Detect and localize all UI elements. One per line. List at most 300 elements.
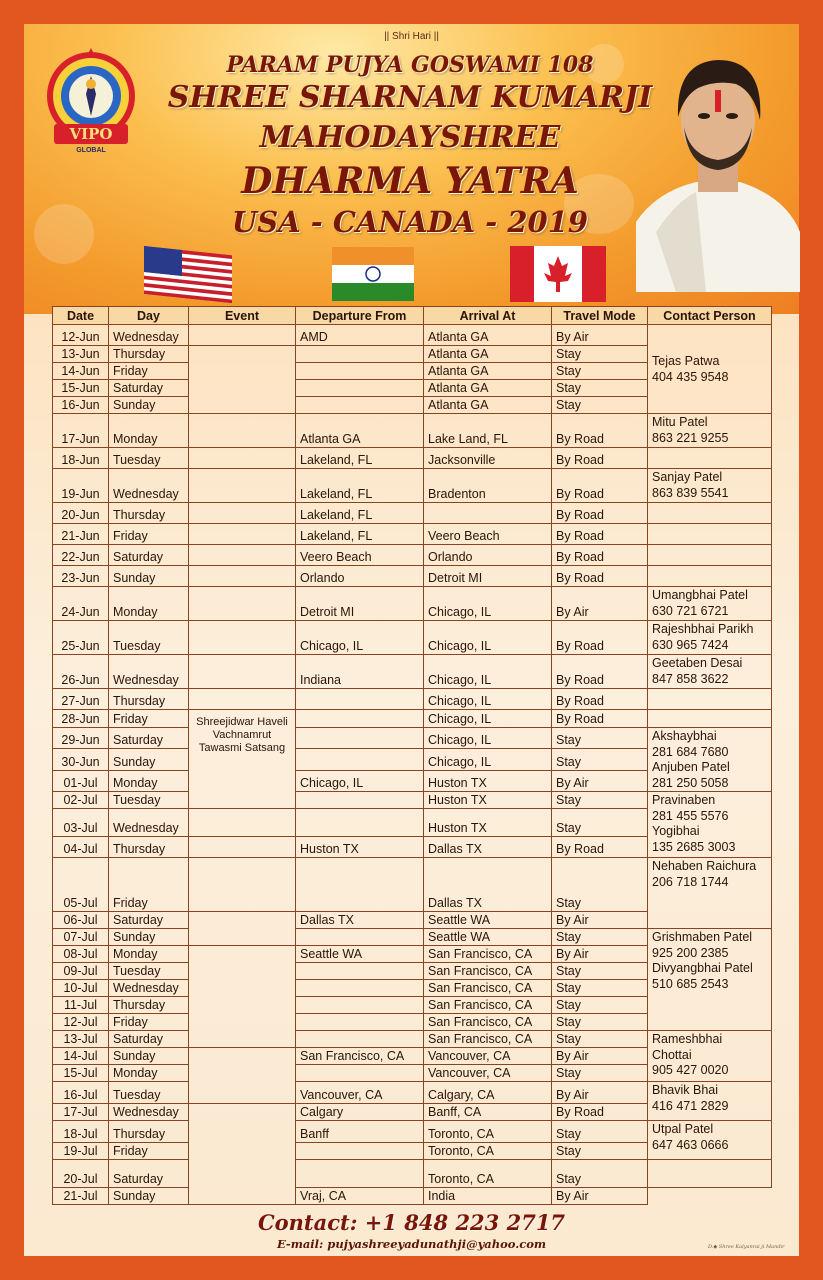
contact-cell xyxy=(648,524,772,545)
event-cell xyxy=(189,524,296,545)
table-row xyxy=(53,503,772,524)
arrival-cell: Chicago, IL xyxy=(424,587,552,621)
date-cell: 08-Jul xyxy=(53,946,109,963)
arrival-cell: Lake Land, FL xyxy=(424,414,552,448)
departure-cell xyxy=(296,792,424,809)
contact-cell xyxy=(648,655,772,689)
arrival-cell: Orlando xyxy=(424,545,552,566)
contact-line: 863 839 5541 xyxy=(652,485,729,500)
event-cell xyxy=(189,469,296,503)
table-row xyxy=(53,587,772,621)
date-cell: 12-Jul xyxy=(53,1014,109,1031)
contact-line: Divyangbhai Patel xyxy=(652,961,753,975)
travel-mode-cell: By Road xyxy=(552,1104,648,1121)
date-cell: 03-Jul xyxy=(53,809,109,837)
date-cell: 01-Jul xyxy=(53,770,109,791)
contact-line: Yogibhai xyxy=(652,824,700,838)
column-header-date: Date xyxy=(53,307,109,325)
travel-mode-cell: By Road xyxy=(552,655,648,689)
day-cell: Tuesday xyxy=(109,792,189,809)
day-cell: Saturday xyxy=(109,1031,189,1048)
travel-mode-cell: Stay xyxy=(552,363,648,380)
date-cell: 24-Jun xyxy=(53,587,109,621)
event-cell xyxy=(189,448,296,469)
column-header-event: Event xyxy=(189,307,296,325)
table-row xyxy=(53,1160,772,1188)
arrival-cell: Dallas TX xyxy=(424,858,552,912)
arrival-cell: Atlanta GA xyxy=(424,363,552,380)
column-header-contact: Contact Person xyxy=(648,307,772,325)
departure-cell xyxy=(296,980,424,997)
day-cell: Friday xyxy=(109,1143,189,1160)
table-header-row xyxy=(53,307,772,325)
travel-mode-cell: Stay xyxy=(552,1031,648,1048)
travel-mode-cell: Stay xyxy=(552,997,648,1014)
date-cell: 14-Jul xyxy=(53,1048,109,1065)
travel-mode-cell: Stay xyxy=(552,1143,648,1160)
travel-mode-cell: By Road xyxy=(552,545,648,566)
travel-mode-cell: By Air xyxy=(552,587,648,621)
contact-line: 905 427 0020 xyxy=(652,1063,729,1077)
arrival-cell: Chicago, IL xyxy=(424,749,552,770)
date-cell: 27-Jun xyxy=(53,689,109,710)
usa-flag-icon xyxy=(144,246,232,304)
title-line-4: DHARMA YATRA xyxy=(241,160,579,202)
column-header-travel-mode: Travel Mode xyxy=(552,307,648,325)
date-cell: 26-Jun xyxy=(53,655,109,689)
travel-mode-cell: By Road xyxy=(552,448,648,469)
arrival-cell: Atlanta GA xyxy=(424,397,552,414)
day-cell: Tuesday xyxy=(109,963,189,980)
travel-mode-cell: Stay xyxy=(552,1014,648,1031)
day-cell: Thursday xyxy=(109,346,189,363)
footer-contact-phone: Contact: +1 848 223 2717 xyxy=(257,1210,566,1235)
table-row xyxy=(53,545,772,566)
contact-cell xyxy=(648,545,772,566)
logo-subtext: GLOBAL xyxy=(76,147,106,154)
arrival-cell: Vancouver, CA xyxy=(424,1048,552,1065)
date-cell: 15-Jun xyxy=(53,380,109,397)
departure-cell xyxy=(296,963,424,980)
event-cell xyxy=(189,325,296,346)
departure-cell xyxy=(296,1014,424,1031)
travel-mode-cell: By Air xyxy=(552,770,648,791)
event-cell xyxy=(189,346,296,414)
contact-cell xyxy=(648,728,772,792)
event-cell xyxy=(189,566,296,587)
day-cell: Tuesday xyxy=(109,621,189,655)
event-cell xyxy=(189,946,296,1048)
event-cell xyxy=(189,858,296,912)
day-cell: Sunday xyxy=(109,397,189,414)
contact-line: Sanjay Patel xyxy=(652,470,723,484)
contact-line: Pravinaben xyxy=(652,793,716,807)
contact-line: Rajeshbhai Parikh xyxy=(652,622,754,636)
contact-cell xyxy=(648,325,772,414)
day-cell: Thursday xyxy=(109,689,189,710)
table-row xyxy=(53,689,772,710)
logo-text: VIPO xyxy=(69,125,113,143)
day-cell: Friday xyxy=(109,363,189,380)
day-cell: Wednesday xyxy=(109,1104,189,1121)
contact-cell xyxy=(648,1082,772,1121)
contact-cell xyxy=(648,469,772,503)
table-row xyxy=(53,469,772,503)
contact-cell xyxy=(648,414,772,448)
date-cell: 15-Jul xyxy=(53,1065,109,1082)
contact-cell xyxy=(648,587,772,621)
invocation-text: || Shri Hari || xyxy=(384,31,439,42)
departure-cell xyxy=(296,346,424,363)
event-cell xyxy=(189,689,296,710)
date-cell: 21-Jun xyxy=(53,524,109,545)
day-cell: Sunday xyxy=(109,1048,189,1065)
day-cell: Wednesday xyxy=(109,325,189,346)
contact-line: 510 685 2543 xyxy=(652,976,729,991)
day-cell: Wednesday xyxy=(109,655,189,689)
date-cell: 09-Jul xyxy=(53,963,109,980)
event-cell xyxy=(189,912,296,946)
day-cell: Sunday xyxy=(109,566,189,587)
departure-cell xyxy=(296,728,424,749)
event-cell: Shreejidwar Haveli Vachnamrut Tawasmi Satsang xyxy=(189,710,296,809)
canada-flag-icon xyxy=(510,246,606,302)
table-row xyxy=(53,655,772,689)
contact-cell xyxy=(648,566,772,587)
event-cell xyxy=(189,837,296,858)
departure-cell: Banff xyxy=(296,1121,424,1143)
arrival-cell: Seattle WA xyxy=(424,929,552,946)
contact-cell xyxy=(648,1121,772,1160)
arrival-cell: Huston TX xyxy=(424,770,552,791)
departure-cell: Lakeland, FL xyxy=(296,524,424,545)
arrival-cell: San Francisco, CA xyxy=(424,980,552,997)
departure-cell xyxy=(296,710,424,728)
arrival-cell: Chicago, IL xyxy=(424,621,552,655)
departure-cell xyxy=(296,858,424,912)
travel-mode-cell: Stay xyxy=(552,1121,648,1143)
travel-mode-cell: Stay xyxy=(552,346,648,363)
arrival-cell: Seattle WA xyxy=(424,912,552,929)
table-row xyxy=(53,1082,772,1104)
travel-mode-cell: Stay xyxy=(552,1160,648,1188)
day-cell: Monday xyxy=(109,946,189,963)
date-cell: 10-Jul xyxy=(53,980,109,997)
table-row xyxy=(53,1031,772,1048)
departure-cell xyxy=(296,689,424,710)
date-cell: 16-Jun xyxy=(53,397,109,414)
arrival-cell: Huston TX xyxy=(424,792,552,809)
contact-cell xyxy=(648,929,772,1031)
travel-mode-cell: Stay xyxy=(552,980,648,997)
column-header-departure: Departure From xyxy=(296,307,424,325)
travel-mode-cell: Stay xyxy=(552,749,648,770)
date-cell: 22-Jun xyxy=(53,545,109,566)
date-cell: 14-Jun xyxy=(53,363,109,380)
departure-cell: Seattle WA xyxy=(296,946,424,963)
contact-line: 135 2685 3003 xyxy=(652,839,736,854)
day-cell: Monday xyxy=(109,414,189,448)
travel-mode-cell: By Road xyxy=(552,524,648,545)
travel-mode-cell: By Road xyxy=(552,837,648,858)
footer-email: E-mail: pujyashreeyadunathji@yahoo.com xyxy=(276,1237,547,1251)
travel-mode-cell: Stay xyxy=(552,792,648,809)
designer-credit: D.◆ Shree Kalyanrai ji Mandir xyxy=(708,1244,785,1250)
arrival-cell: Toronto, CA xyxy=(424,1121,552,1143)
day-cell: Saturday xyxy=(109,380,189,397)
departure-cell: Lakeland, FL xyxy=(296,503,424,524)
day-cell: Thursday xyxy=(109,837,189,858)
travel-mode-cell: Stay xyxy=(552,929,648,946)
day-cell: Saturday xyxy=(109,728,189,749)
column-header-day: Day xyxy=(109,307,189,325)
arrival-cell: India xyxy=(424,1188,552,1205)
day-cell: Sunday xyxy=(109,1188,189,1205)
departure-cell: Orlando xyxy=(296,566,424,587)
portrait-photo xyxy=(636,32,800,292)
contact-cell xyxy=(648,710,772,728)
arrival-cell: Toronto, CA xyxy=(424,1143,552,1160)
day-cell: Thursday xyxy=(109,1121,189,1143)
date-cell: 04-Jul xyxy=(53,837,109,858)
departure-cell: Indiana xyxy=(296,655,424,689)
departure-cell xyxy=(296,997,424,1014)
contact-cell xyxy=(648,448,772,469)
arrival-cell: Jacksonville xyxy=(424,448,552,469)
contact-line: 206 718 1744 xyxy=(652,874,729,889)
day-cell: Saturday xyxy=(109,1160,189,1188)
day-cell: Sunday xyxy=(109,749,189,770)
date-cell: 11-Jul xyxy=(53,997,109,1014)
title-line-3: MAHODAYSHREE xyxy=(259,120,561,155)
travel-mode-cell: By Road xyxy=(552,469,648,503)
arrival-cell: Chicago, IL xyxy=(424,728,552,749)
contact-line: 281 250 5058 xyxy=(652,775,729,790)
date-cell: 29-Jun xyxy=(53,728,109,749)
departure-cell: Detroit MI xyxy=(296,587,424,621)
departure-cell xyxy=(296,929,424,946)
departure-cell: Calgary xyxy=(296,1104,424,1121)
day-cell: Friday xyxy=(109,710,189,728)
travel-mode-cell: By Air xyxy=(552,946,648,963)
table-row xyxy=(53,1121,772,1143)
travel-mode-cell: Stay xyxy=(552,963,648,980)
table-row xyxy=(53,728,772,749)
day-cell: Friday xyxy=(109,1014,189,1031)
travel-mode-cell: Stay xyxy=(552,1065,648,1082)
arrival-cell: Atlanta GA xyxy=(424,346,552,363)
travel-mode-cell: By Road xyxy=(552,689,648,710)
day-cell: Wednesday xyxy=(109,980,189,997)
departure-cell: Vancouver, CA xyxy=(296,1082,424,1104)
day-cell: Thursday xyxy=(109,503,189,524)
date-cell: 19-Jul xyxy=(53,1143,109,1160)
contact-line: 925 200 2385 xyxy=(652,945,729,960)
day-cell: Saturday xyxy=(109,912,189,929)
date-cell: 25-Jun xyxy=(53,621,109,655)
departure-cell: Veero Beach xyxy=(296,545,424,566)
arrival-cell: Atlanta GA xyxy=(424,325,552,346)
arrival-cell: San Francisco, CA xyxy=(424,946,552,963)
date-cell: 21-Jul xyxy=(53,1188,109,1205)
contact-line: Bhavik Bhai xyxy=(652,1083,719,1097)
day-cell: Friday xyxy=(109,524,189,545)
event-cell xyxy=(189,1104,296,1205)
arrival-cell: San Francisco, CA xyxy=(424,1031,552,1048)
event-cell xyxy=(189,1048,296,1104)
day-cell: Monday xyxy=(109,1065,189,1082)
date-cell: 17-Jun xyxy=(53,414,109,448)
contact-cell xyxy=(648,1031,772,1082)
contact-line: 630 721 6721 xyxy=(652,603,729,618)
arrival-cell: San Francisco, CA xyxy=(424,1014,552,1031)
table-row xyxy=(53,524,772,545)
travel-mode-cell: By Air xyxy=(552,1188,648,1205)
day-cell: Thursday xyxy=(109,997,189,1014)
day-cell: Monday xyxy=(109,587,189,621)
contact-line: 281 455 5576 xyxy=(652,808,729,823)
arrival-cell: Huston TX xyxy=(424,809,552,837)
contact-cell xyxy=(648,689,772,710)
contact-line: Umangbhai Patel xyxy=(652,588,748,602)
event-cell xyxy=(189,414,296,448)
day-cell: Tuesday xyxy=(109,448,189,469)
contact-line: Mitu Patel xyxy=(652,415,708,429)
date-cell: 12-Jun xyxy=(53,325,109,346)
arrival-cell: Vancouver, CA xyxy=(424,1065,552,1082)
departure-cell: AMD xyxy=(296,325,424,346)
departure-cell xyxy=(296,1031,424,1048)
travel-mode-cell: Stay xyxy=(552,728,648,749)
travel-mode-cell: By Air xyxy=(552,1048,648,1065)
contact-line: Anjuben Patel xyxy=(652,760,730,774)
date-cell: 23-Jun xyxy=(53,566,109,587)
travel-mode-cell: By Air xyxy=(552,1082,648,1104)
arrival-cell: Atlanta GA xyxy=(424,380,552,397)
travel-mode-cell: By Road xyxy=(552,621,648,655)
contact-cell xyxy=(648,1160,772,1188)
travel-mode-cell: By Air xyxy=(552,912,648,929)
travel-mode-cell: By Road xyxy=(552,414,648,448)
departure-cell xyxy=(296,363,424,380)
date-cell: 02-Jul xyxy=(53,792,109,809)
departure-cell: Chicago, IL xyxy=(296,770,424,791)
table-row xyxy=(53,792,772,809)
table-row xyxy=(53,621,772,655)
day-cell: Wednesday xyxy=(109,809,189,837)
day-cell: Monday xyxy=(109,770,189,791)
travel-mode-cell: By Road xyxy=(552,710,648,728)
table-row xyxy=(53,414,772,448)
title-line-2: SHREE SHARNAM KUMARJI xyxy=(167,80,653,115)
date-cell: 20-Jun xyxy=(53,503,109,524)
event-cell xyxy=(189,503,296,524)
day-cell: Saturday xyxy=(109,545,189,566)
event-cell xyxy=(189,587,296,621)
column-header-arrival: Arrival At xyxy=(424,307,552,325)
contact-line: 863 221 9255 xyxy=(652,430,729,445)
travel-mode-cell: By Road xyxy=(552,566,648,587)
arrival-cell: San Francisco, CA xyxy=(424,997,552,1014)
departure-cell xyxy=(296,380,424,397)
title-line-5: USA - CANADA - 2019 xyxy=(231,205,589,239)
departure-cell xyxy=(296,1160,424,1188)
contact-cell xyxy=(648,503,772,524)
date-cell: 18-Jun xyxy=(53,448,109,469)
arrival-cell: Chicago, IL xyxy=(424,689,552,710)
date-cell: 05-Jul xyxy=(53,858,109,912)
arrival-cell: Detroit MI xyxy=(424,566,552,587)
table-row xyxy=(53,566,772,587)
arrival-cell: Calgary, CA xyxy=(424,1082,552,1104)
day-cell: Tuesday xyxy=(109,1082,189,1104)
arrival-cell: Banff, CA xyxy=(424,1104,552,1121)
contact-line: Rameshbhai xyxy=(652,1032,723,1046)
arrival-cell xyxy=(424,503,552,524)
date-cell: 18-Jul xyxy=(53,1121,109,1143)
departure-cell: Lakeland, FL xyxy=(296,448,424,469)
contact-line: 281 684 7680 xyxy=(652,744,729,759)
departure-cell: Lakeland, FL xyxy=(296,469,424,503)
contact-cell xyxy=(648,792,772,858)
departure-cell xyxy=(296,1143,424,1160)
contact-cell xyxy=(648,621,772,655)
departure-cell: Chicago, IL xyxy=(296,621,424,655)
arrival-cell: San Francisco, CA xyxy=(424,963,552,980)
contact-line: 416 471 2829 xyxy=(652,1098,729,1113)
contact-line: Grishmaben Patel xyxy=(652,930,753,944)
date-cell: 16-Jul xyxy=(53,1082,109,1104)
day-cell: Friday xyxy=(109,858,189,912)
table-row xyxy=(53,858,772,912)
travel-mode-cell: Stay xyxy=(552,380,648,397)
contact-line: 404 435 9548 xyxy=(652,369,729,384)
title-line-1: PARAM PUJYA GOSWAMI 108 xyxy=(226,52,594,78)
arrival-cell: Dallas TX xyxy=(424,837,552,858)
table-row xyxy=(53,325,772,346)
table-row xyxy=(53,929,772,946)
travel-mode-cell: Stay xyxy=(552,397,648,414)
departure-cell xyxy=(296,1065,424,1082)
contact-line: Geetaben Desai xyxy=(652,656,743,670)
contact-line: Chottai xyxy=(652,1047,692,1062)
departure-cell: Vraj, CA xyxy=(296,1188,424,1205)
arrival-cell: Veero Beach xyxy=(424,524,552,545)
arrival-cell: Chicago, IL xyxy=(424,655,552,689)
flower-decoration xyxy=(34,204,94,264)
event-cell xyxy=(189,621,296,655)
date-cell: 20-Jul xyxy=(53,1160,109,1188)
contact-line: Utpal Patel xyxy=(652,1122,714,1136)
contact-cell xyxy=(648,858,772,929)
arrival-cell: Toronto, CA xyxy=(424,1160,552,1188)
departure-cell: Atlanta GA xyxy=(296,414,424,448)
contact-line: 630 965 7424 xyxy=(652,637,729,652)
table-row xyxy=(53,1188,772,1205)
day-cell: Wednesday xyxy=(109,469,189,503)
date-cell: 19-Jun xyxy=(53,469,109,503)
table-row xyxy=(53,448,772,469)
schedule-table xyxy=(52,306,772,1205)
arrival-cell: Bradenton xyxy=(424,469,552,503)
date-cell: 06-Jul xyxy=(53,912,109,929)
vipo-logo xyxy=(40,46,142,154)
contact-line: Akshaybhai xyxy=(652,729,717,743)
arrival-cell: Chicago, IL xyxy=(424,710,552,728)
travel-mode-cell: By Road xyxy=(552,503,648,524)
contact-line: Nehaben Raichura xyxy=(652,859,757,873)
day-cell: Sunday xyxy=(109,929,189,946)
